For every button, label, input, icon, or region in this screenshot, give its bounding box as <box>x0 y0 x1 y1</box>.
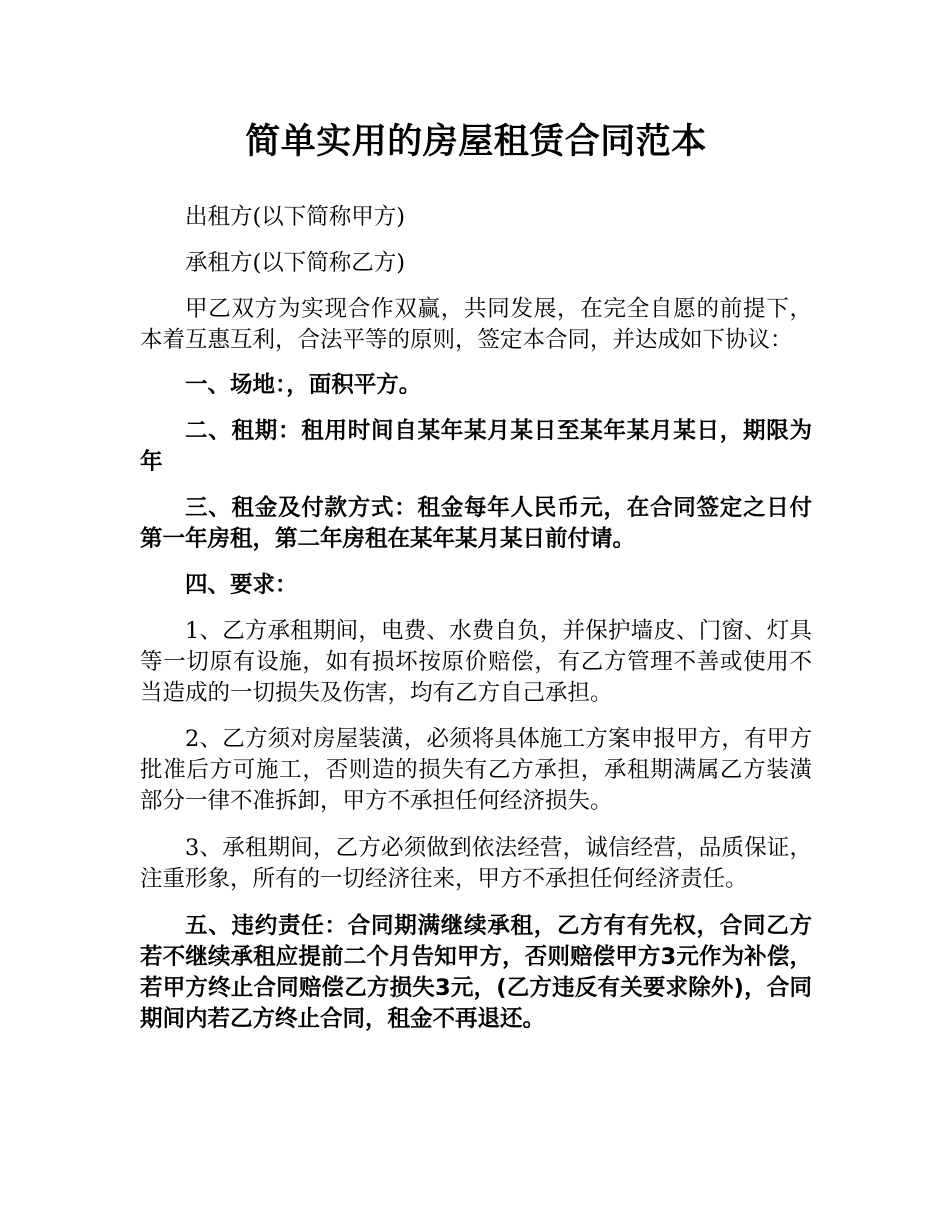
section-requirements-heading: 四、要求： <box>185 572 298 598</box>
section-rent: 三、租金及付款方式：租金每年人民币元，在合同签定之日付第一年房租，第二年房租在某年某月某日前付请。 <box>140 495 812 552</box>
document-title: 简单实用的房屋租赁合同范本 <box>245 122 707 162</box>
requirement-item-1: 1、乙方承租期间，电费、水费自负，并保护墙皮、门窗、灯具等一切原有设施，如有损坏按原价赔偿，有乙方管理不善或使用不当造成的一切损失及伤害，均有乙方自己承担。 <box>140 618 812 706</box>
requirement-item-2: 2、乙方须对房屋装潢，必须将具体施工方案申报甲方，有甲方批准后方可施工，否则造的损失有乙方承担，承租期满属乙方装潢部分一律不准拆卸，甲方不承担任何经济损失。 <box>140 726 812 814</box>
section-term: 二、租期：租用时间自某年某月某日至某年某月某日，期限为年 <box>140 418 812 475</box>
party-a-line: 出租方(以下简称甲方) <box>185 204 406 230</box>
intro-paragraph: 甲乙双方为实现合作双赢，共同发展，在完全自愿的前提下，本着互惠互利，合法平等的原则，签定本合同，并达成如下协议： <box>140 296 812 353</box>
party-b-line: 承租方(以下简称乙方) <box>185 250 406 276</box>
section-breach: 五、违约责任：合同期满继续承租，乙方有有先权，合同乙方若不继续承租应提前二个月告知甲方，否则赔偿甲方3元作为补偿，若甲方终止合同赔偿乙方损失3元，(乙方违反有关要求除外)，合同期间内若乙方终止合同，租金不再退还。 <box>140 913 812 1032</box>
section-site: 一、场地：，面积平方。 <box>185 372 422 398</box>
requirement-item-3: 3、承租期间，乙方必须做到依法经营，诚信经营，品质保证，注重形象，所有的一切经济往来，甲方不承担任何经济责任。 <box>140 835 812 892</box>
document-page <box>140 0 812 1035</box>
